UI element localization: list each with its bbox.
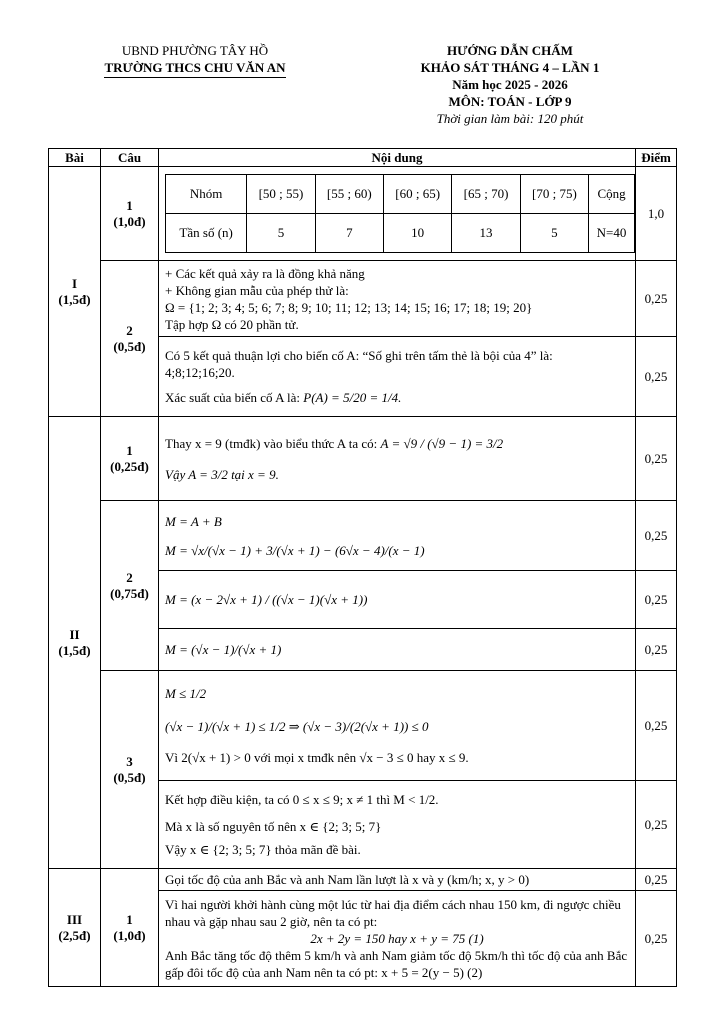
header-left <box>80 42 310 78</box>
text-line: Vậy x ∈ {2; 3; 5; 7} thỏa mãn đề bài. <box>165 842 361 857</box>
freq-value: N=40 <box>589 214 635 253</box>
probability-content <box>159 337 636 417</box>
frequency-table-cell <box>159 167 636 261</box>
score: 0,25 <box>636 337 677 417</box>
math-line: Ω = {1; 2; 3; 4; 5; 6; 7; 8; 9; 10; 11; 12; 13; 14; 15; 16; 17; 18; 19; 20} <box>165 299 533 315</box>
bai1-cau1-label: 1 (1,0đ) <box>101 167 159 261</box>
score: 0,25 <box>636 781 677 869</box>
frequency-table <box>165 174 635 253</box>
col-header-noidung: Nội dung <box>159 149 636 167</box>
bai2-cau1-label: 1 (0,25đ) <box>101 417 159 501</box>
bai3-cau1-label: 1 (1,0đ) <box>101 869 159 987</box>
freq-value: Tần số (n) <box>166 214 247 253</box>
bai-1-label: I (1,5đ) <box>49 167 101 417</box>
conclusion-content <box>159 781 636 869</box>
doc-title: HƯỚNG DẪN CHẤM <box>447 43 573 58</box>
col-header-bai: Bài <box>49 149 101 167</box>
school-year: Năm học 2025 - 2026 <box>452 77 568 92</box>
score: 0,25 <box>636 417 677 501</box>
conclusion-line: Vậy A = 3/2 tại x = 9. <box>165 466 279 482</box>
document-header <box>0 42 725 134</box>
freq-value: 5 <box>247 214 315 253</box>
text-line: Thay x = 9 (tmđk) vào biểu thức A ta có: <box>165 435 378 451</box>
substitute-content <box>159 417 636 501</box>
sample-space-content <box>159 261 636 337</box>
freq-header: [60 ; 65) <box>384 175 452 214</box>
score: 0,25 <box>636 571 677 629</box>
math-line: M = (x − 2√x + 1) / ((√x − 1)(√x + 1)) <box>165 592 368 607</box>
score: 0,25 <box>636 891 677 987</box>
math-line: M ≤ 1/2 <box>165 686 207 701</box>
freq-value: 10 <box>384 214 452 253</box>
doc-subtitle: KHẢO SÁT THÁNG 4 – LẦN 1 <box>420 60 600 75</box>
text-line: Tập hợp Ω có 20 phần tử. <box>165 316 299 332</box>
freq-header: [70 ; 75) <box>520 175 588 214</box>
simplify-step-2 <box>159 571 636 629</box>
bai2-cau2-label: 2 (0,75đ) <box>101 501 159 671</box>
math-line: M = A + B <box>165 513 222 529</box>
score: 0,25 <box>636 261 677 337</box>
exam-duration: Thời gian làm bài: 120 phút <box>436 111 584 126</box>
authority-name: UBND PHƯỜNG TÂY HỒ <box>121 43 269 58</box>
score: 0,25 <box>636 671 677 781</box>
text-line: Xác suất của biến cố A là: <box>165 390 301 405</box>
math-line: M = (√x − 1)/(√x + 1) <box>165 642 282 657</box>
text-line: + Không gian mẫu của phép thử là: <box>165 282 349 298</box>
grading-table <box>48 148 677 987</box>
equations-content <box>159 891 636 987</box>
freq-header: Cộng <box>589 175 635 214</box>
subject: MÔN: TOÁN - LỚP 9 <box>448 94 572 109</box>
probability-formula: P(A) = 5/20 = 1/4. <box>303 390 402 405</box>
freq-header: [55 ; 60) <box>315 175 383 214</box>
text-line: Vì 2(√x + 1) > 0 với mọi x tmđk nên √x − 3 ≤ 0 hay x ≤ 9. <box>165 750 469 765</box>
bai-2-label: II (1,5đ) <box>49 417 101 869</box>
text-line: Gọi tốc độ của anh Bắc và anh Nam lần lượt là x và y (km/h; x, y > 0) <box>165 872 530 887</box>
freq-value: 13 <box>452 214 520 253</box>
col-header-cau: Câu <box>101 149 159 167</box>
inequality-content <box>159 671 636 781</box>
simplify-step-3 <box>159 629 636 671</box>
bai-3-label: III (2,5đ) <box>49 869 101 987</box>
score: 0,25 <box>636 501 677 571</box>
simplify-step-1 <box>159 501 636 571</box>
math-line: M = √x/(√x − 1) + 3/(√x + 1) − (6√x − 4)/(x − 1) <box>165 542 425 558</box>
score: 0,25 <box>636 869 677 891</box>
freq-header: Nhóm <box>166 175 247 214</box>
freq-header: [65 ; 70) <box>452 175 520 214</box>
text-line: Mà x là số nguyên tố nên x ∈ {2; 3; 5; 7} <box>165 819 382 834</box>
text-line: Kết hợp điều kiện, ta có 0 ≤ x ≤ 9; x ≠ 1 thì M < 1/2. <box>165 792 439 807</box>
score: 0,25 <box>636 629 677 671</box>
bai1-cau2-label: 2 (0,5đ) <box>101 261 159 417</box>
school-name: TRƯỜNG THCS CHU VĂN AN <box>104 59 285 78</box>
text-line: Anh Bắc tăng tốc độ thêm 5 km/h và anh Nam giảm tốc độ 5km/h thì tốc độ của anh Bắc gấp đôi tốc độ của anh Nam nên ta có pt: x + 5 = 2(y − 5) (2) <box>165 948 628 980</box>
text-line: Vì hai người khởi hành cùng một lúc từ hai địa điểm cách nhau 150 km, đi ngược chiều nhau và gặp nhau sau 2 giờ, nên ta có pt: <box>165 897 621 929</box>
freq-value: 7 <box>315 214 383 253</box>
freq-header: [50 ; 55) <box>247 175 315 214</box>
bai2-cau3-label: 3 (0,5đ) <box>101 671 159 869</box>
equation-1: 2x + 2y = 150 hay x + y = 75 (1) <box>310 931 484 946</box>
header-right <box>360 42 660 127</box>
expression-A: A = √9 / (√9 − 1) = 3/2 <box>380 435 504 451</box>
freq-value: 5 <box>520 214 588 253</box>
score: 1,0 <box>636 167 677 261</box>
col-header-diem: Điểm <box>636 149 677 167</box>
text-line: 4;8;12;16;20. <box>165 365 235 380</box>
text-line: Có 5 kết quả thuận lợi cho biến cố A: “Số ghi trên tấm thẻ là bội của 4” là: <box>165 348 553 363</box>
text-line: + Các kết quả xảy ra là đồng khả năng <box>165 265 365 281</box>
variables-content <box>159 869 636 891</box>
math-line: (√x − 1)/(√x + 1) ≤ 1/2 ⇒ (√x − 3)/(2(√x + 1)) ≤ 0 <box>165 719 429 734</box>
